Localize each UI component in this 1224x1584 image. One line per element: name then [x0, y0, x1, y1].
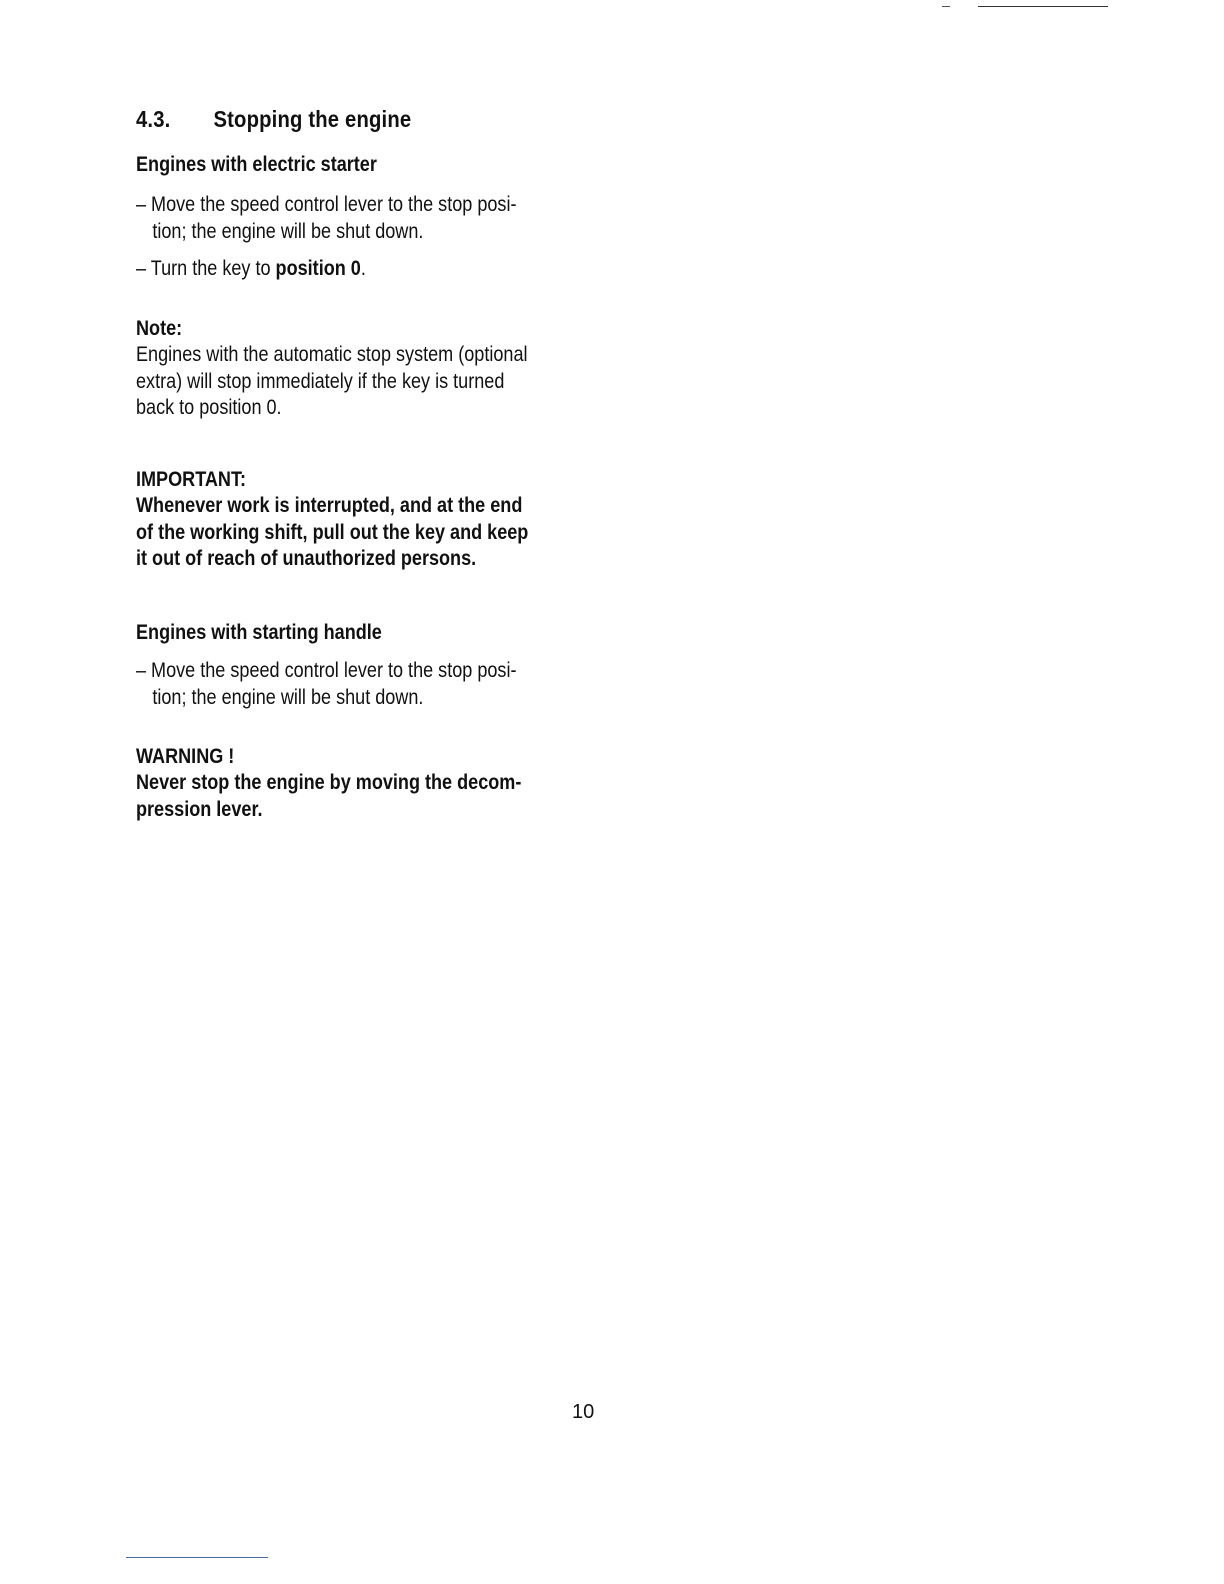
- note-line-2: extra) will stop immediately if the key is turned: [136, 369, 505, 393]
- bottom-rule: [126, 1557, 268, 1558]
- electric-bullet-1: [136, 192, 566, 245]
- electric-bullet-1-line-2: tion; the engine will be shut down.: [152, 219, 424, 243]
- note-line-3: back to position 0.: [136, 396, 282, 419]
- section-title: Stopping the engine: [213, 106, 412, 132]
- electric-starter-section: [136, 152, 566, 178]
- electric-bullet-2-suffix: .: [360, 257, 366, 280]
- warning-line-2: pression lever.: [136, 797, 263, 821]
- top-dash-mark: [942, 6, 950, 7]
- warning-line-1: Never stop the engine by moving the decom-: [136, 771, 522, 794]
- electric-bullet-2-bold: position 0: [275, 257, 361, 280]
- section-number: 4.3.: [136, 106, 171, 132]
- note-heading: Note:: [136, 317, 183, 340]
- note-section: [136, 316, 566, 422]
- handle-bullet-1-line-1: – Move the speed control lever to the stop posi-: [136, 659, 517, 682]
- electric-starter-heading: Engines with electric starter: [136, 153, 377, 176]
- warning-section: [136, 744, 566, 823]
- electric-bullet-2: [136, 256, 566, 283]
- important-line-2: of the working shift, pull out the key and keep: [136, 520, 529, 544]
- warning-heading: WARNING !: [136, 745, 235, 768]
- starting-handle-heading: Engines with starting handle: [136, 621, 382, 644]
- important-line-1: Whenever work is interrupted, and at the end: [136, 494, 523, 517]
- important-section: [136, 467, 566, 573]
- section-heading: [136, 106, 411, 133]
- important-line-3: it out of reach of unauthorized persons.: [136, 547, 477, 570]
- handle-bullet-1-line-2: tion; the engine will be shut down.: [152, 685, 424, 709]
- starting-handle-section: [136, 620, 566, 646]
- electric-bullet-2-prefix: – Turn the key to: [136, 257, 276, 280]
- page-number: 10: [572, 1401, 595, 1423]
- electric-bullet-1-line-1: – Move the speed control lever to the stop posi-: [136, 193, 517, 216]
- note-line-1: Engines with the automatic stop system (optional: [136, 343, 528, 366]
- handle-bullet-1: [136, 658, 566, 711]
- important-heading: IMPORTANT:: [136, 468, 247, 491]
- top-rule: [978, 6, 1108, 7]
